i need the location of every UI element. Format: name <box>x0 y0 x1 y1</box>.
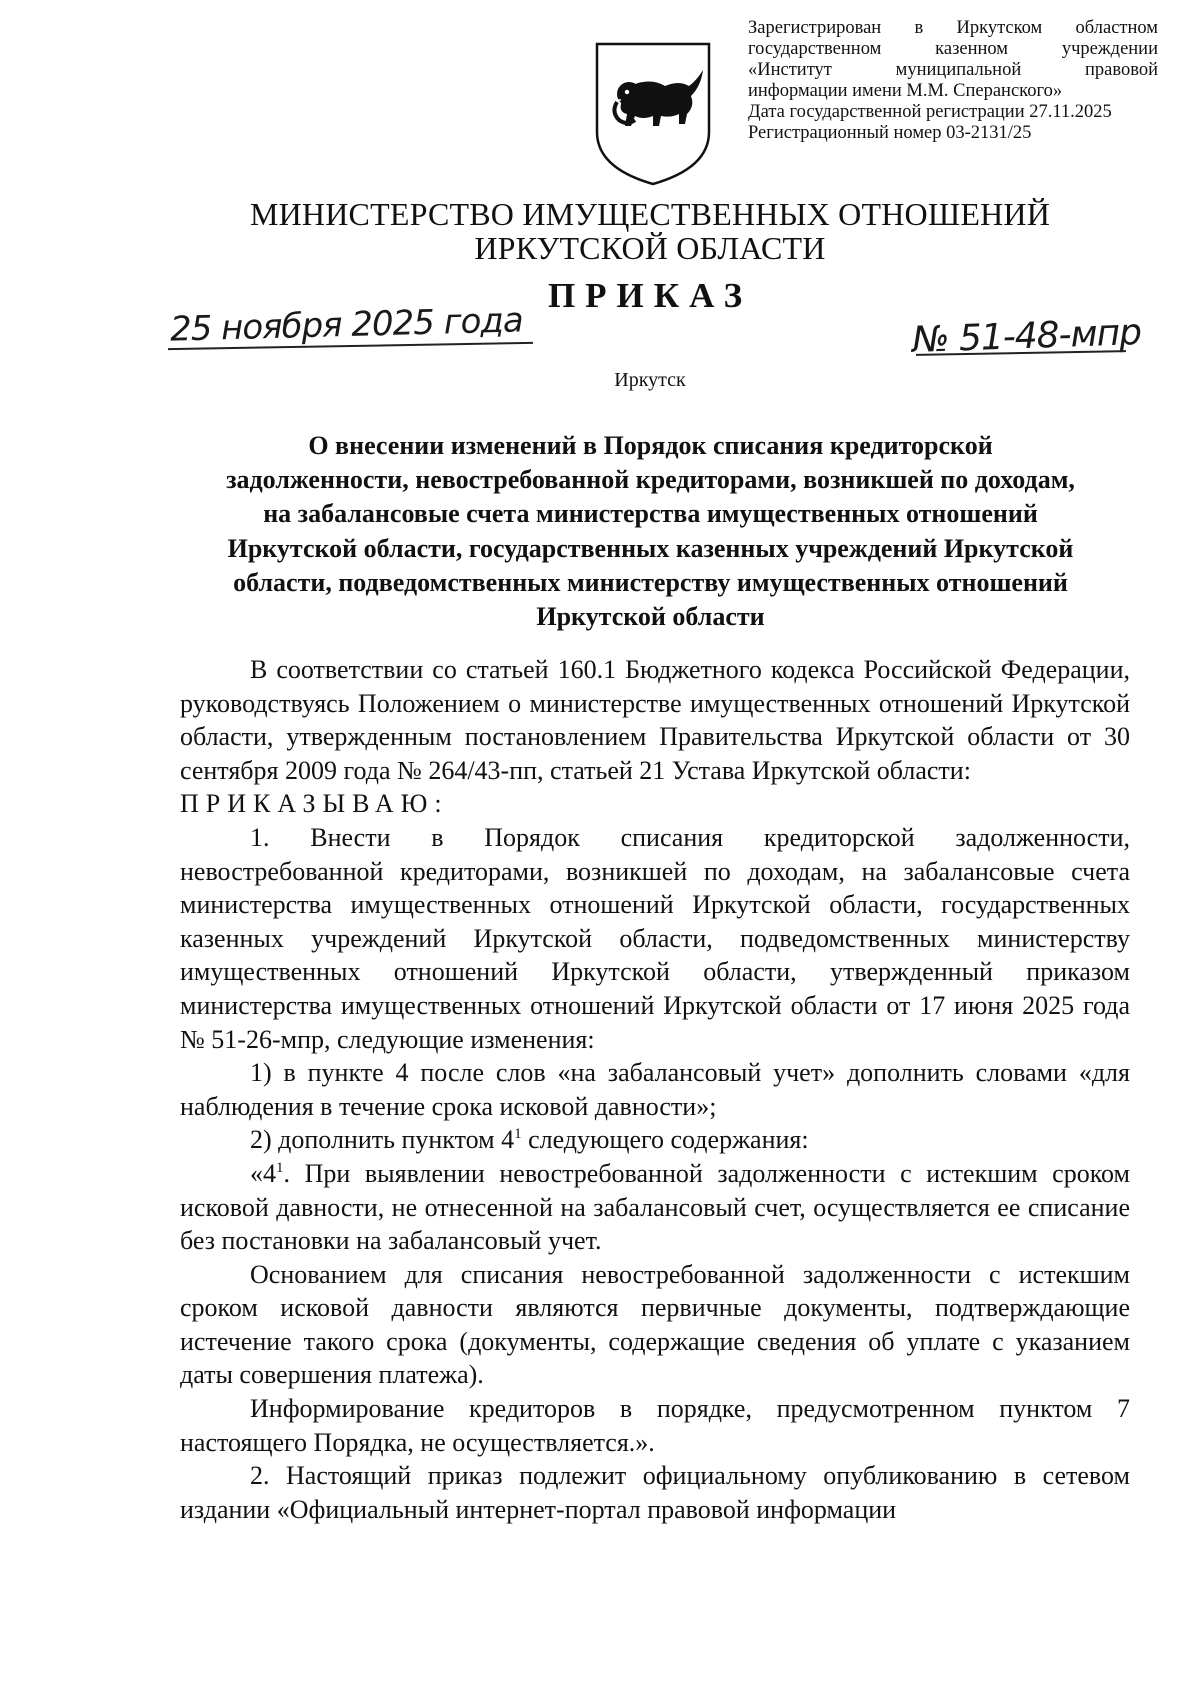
item-1-paragraph: 1. Внести в Порядок списания кредиторской задолженности, невостребованной кредиторами, возникшей по доходам, на забалансовые счета министерства имущественных отношений Иркутской области, государственных казенных учреждений Иркутской области, подведомственных министерству имущественных отношений Иркутской области, утвержденный приказом министерства имущественных отношений Иркутской области от 17 июня 2025 года № 51-26-мпр, следующие изменения: <box>180 822 1130 1054</box>
order-verb: ПРИКАЗЫВАЮ: <box>180 789 449 819</box>
order-title-line: задолженности, невостребованной кредиторами, возникшей по доходам, <box>226 465 1075 495</box>
registration-line: «Институт муниципальной правовой <box>748 60 1158 80</box>
registration-stamp <box>748 18 1158 144</box>
document-type-heading: ПРИКАЗ <box>547 276 753 315</box>
subitem-2-text: 2) дополнить пунктом 4 <box>250 1125 515 1155</box>
superscript: 1 <box>514 1126 522 1143</box>
order-body <box>180 653 1130 1526</box>
subitem-2-paragraph <box>180 1123 1130 1157</box>
registration-line: Зарегистрирован в Иркутском областном <box>748 18 1158 38</box>
order-title-line: на забалансовые счета министерства имущественных отношений <box>263 499 1038 529</box>
new-point-number: «4 <box>250 1158 276 1188</box>
ministry-name: МИНИСТЕРСТВО ИМУЩЕСТВЕННЫХ ОТНОШЕНИЙ <box>249 196 1051 232</box>
registration-line: информации имени М.М. Сперанского» <box>748 81 1063 101</box>
registration-number: Регистрационный номер 03-2131/25 <box>748 123 1032 143</box>
coat-of-arms-emblem <box>591 40 715 188</box>
new-point-text: . При выявлении невостребованной задолженности с истекшим сроком исковой давности, не отнесенной на забалансовый счет, осуществляется ее списание без постановки на забалансовый учет. <box>180 1158 1130 1256</box>
order-title-line: Иркутской области <box>536 602 765 632</box>
new-point-paragraph <box>180 1157 1130 1258</box>
item-2-paragraph: 2. Настоящий приказ подлежит официальному опубликованию в сетевом издании «Официальный интернет-портал правовой информации <box>180 1461 1130 1524</box>
handwritten-order-number: № 51-48-мпр <box>911 312 1142 361</box>
subitem-2-text-end: следующего содержания: <box>521 1125 809 1155</box>
preamble-paragraph: В соответствии со статьей 160.1 Бюджетного кодекса Российской Федерации, руководствуясь Положением о министерстве имущественных отношений Иркутской области, утвержденным постановлением Правительства Иркутской области от 30 сентября 2009 года № 264/43-пп, статьей 21 Устава Иркутской области: <box>180 655 1130 785</box>
city-name: Иркутск <box>614 369 686 391</box>
order-title-line: О внесении изменений в Порядок списания кредиторской <box>308 431 993 460</box>
superscript: 1 <box>276 1159 284 1176</box>
basis-paragraph: Основанием для списания невостребованной задолженности с истекшим сроком исковой давности являются первичные документы, подтверждающие истечение такого срока (документы, содержащие сведения об уплате с указанием даты совершения платежа). <box>180 1259 1130 1390</box>
registration-date: Дата государственной регистрации 27.11.2025 <box>748 102 1112 122</box>
ministry-region: ИРКУТСКОЙ ОБЛАСТИ <box>474 230 826 266</box>
registration-line: государственном казенном учреждении <box>748 39 1158 59</box>
subitem-1-paragraph: 1) в пункте 4 после слов «на забалансовый учет» дополнить словами «для наблюдения в течение срока исковой давности»; <box>180 1058 1130 1121</box>
order-title-line: Иркутской области, государственных казенных учреждений Иркутской <box>227 533 1074 563</box>
inform-paragraph: Информирование кредиторов в порядке, предусмотренном пунктом 7 настоящего Порядка, не осуществляется.». <box>180 1394 1130 1457</box>
handwritten-date: 25 ноября 2025 года <box>169 300 524 350</box>
order-title-line: области, подведомственных министерству имущественных отношений <box>233 567 1068 597</box>
order-title <box>168 429 1133 634</box>
